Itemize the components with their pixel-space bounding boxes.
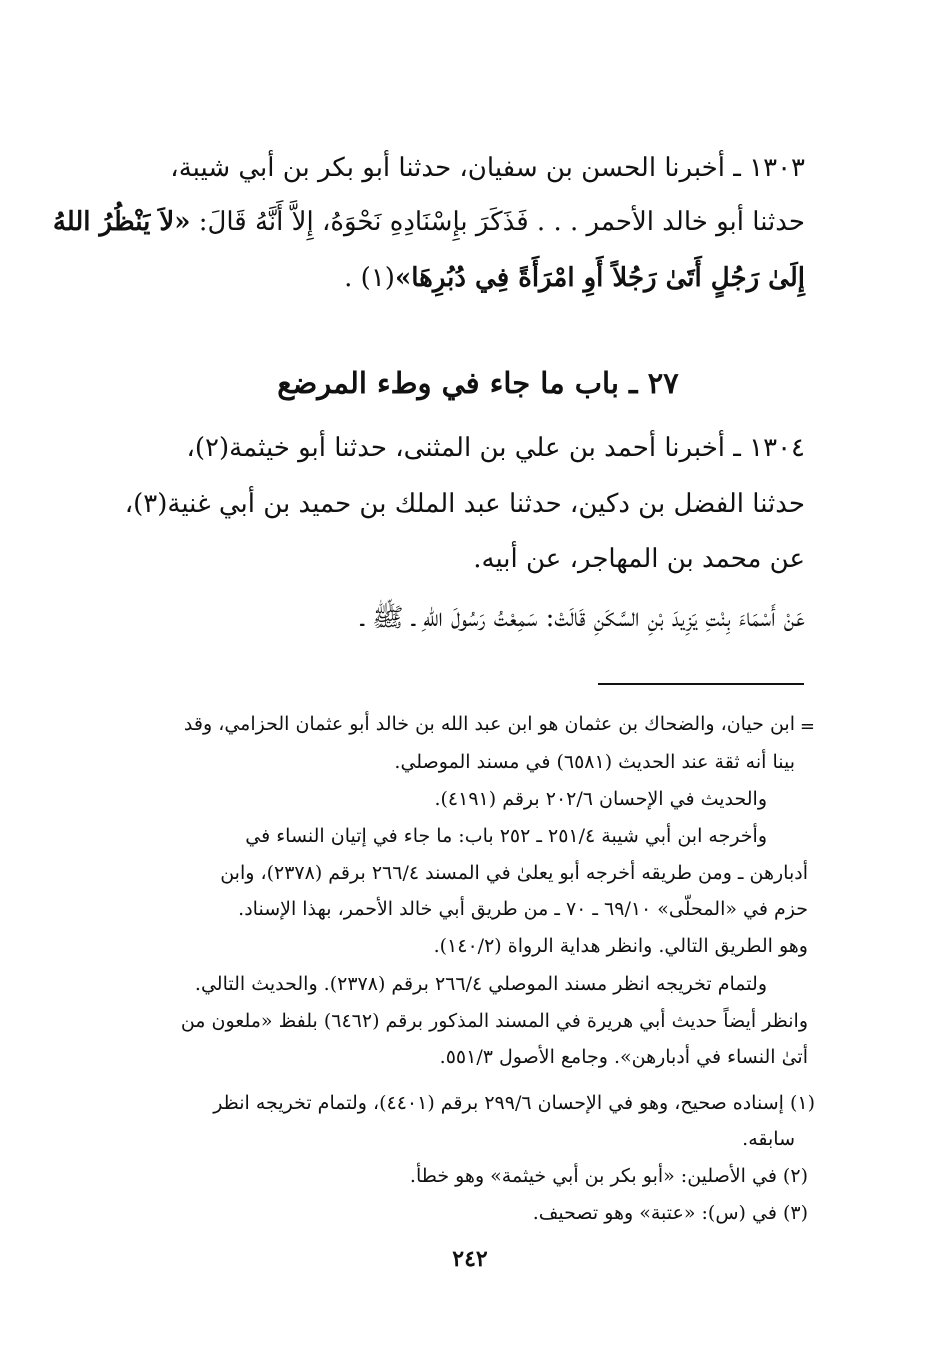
footnote-line: وانظر أيضاً حديث أبي هريرة في المسند المذكور برقم (٦٤٦٢) بلفظ «ملعون من (180, 1010, 808, 1032)
footnote-ref-1: (١) . (344, 263, 395, 293)
footnote-line: والحديث في الإحسان ٢٠٢/٦ برقم (٤١٩١). (434, 788, 767, 810)
page-number: ٢٤٢ (452, 1246, 488, 1272)
footnote-1-continued: سابقه. (742, 1128, 795, 1150)
hadith-1303-quote-end: إِلَىٰ رَجُلٍ أَتَىٰ رَجُلاً أَوِ امْرَأَةً فِي دُبُرِهَا» (394, 263, 805, 293)
hadith-1303-quote-start: «لاَ يَنْظُرُ اللهُ (52, 207, 191, 237)
hadith-1303-line-2-text: حدثنا أبو خالد الأحمر . . . فَذَكَرَ بإِسْنَادِهِ نَحْوَهُ، إِلاَّ أَنَّهُ قَالَ: (190, 207, 805, 237)
footnote-line: ابن حيان، والضحاك بن عثمان هو ابن عبد الله بن خالد أبو عثمان الحزامي، وقد (183, 713, 795, 735)
hadith-1304-line-1: ١٣٠٤ ـ أخبرنا أحمد بن علي بن المثنى، حدثنا أبو خيثمة(٢)، (186, 433, 805, 463)
hadith-1303-line-1: ١٣٠٣ ـ أخبرنا الحسن بن سفيان، حدثنا أبو بكر بن أبي شيبة، (170, 153, 805, 183)
footnote-separator (598, 683, 804, 685)
footnote-line: وأخرجه ابن أبي شيبة ٢٥١/٤ ـ ٢٥٢ باب: ما جاء في إتيان النساء في (245, 825, 767, 847)
hadith-1303-line-2 (52, 206, 805, 240)
continuation-marker: = (799, 716, 815, 737)
chapter-heading: ٢٧ ـ باب ما جاء في وطء المرضع (277, 366, 679, 400)
footnote-1: (١) إسناده صحيح، وهو في الإحسان ٢٩٩/٦ برقم (٤٤٠١)، ولتمام تخريجه انظر (213, 1092, 815, 1114)
footnote-2: (٢) في الأصلين: «أبو بكر بن أبي خيثمة» وهو خطأ. (409, 1165, 808, 1187)
footnote-line: حزم في «المحلّى» ٦٩/١٠ ـ ٧٠ ـ من طريق أبي خالد الأحمر، بهذا الإسناد. (238, 898, 808, 920)
footnote-3: (٣) في (س): «عتبة» وهو تصحيف. (532, 1202, 808, 1224)
footnote-line: أدبارهن ـ ومن طريقه أخرجه أبو يعلىٰ في المسند ٢٦٦/٤ برقم (٢٣٧٨)، وابن (220, 862, 808, 884)
hadith-1303-line-3 (125, 262, 805, 296)
footnote-line: أتىٰ النساء في أدبارهن». وجامع الأصول ٥٥١/٣. (439, 1046, 808, 1068)
hadith-1304-line-4: عَنْ أَسْمَاءَ بِنْتِ يَزِيدَ بْنِ السَّكَنِ قَالَتْ: سَمِعْتُ رَسُولَ اللهِ ـ ﷺ ـ (360, 603, 805, 633)
footnote-line: وهو الطريق التالي. وانظر هداية الرواة (١٤٠/٢). (433, 935, 808, 957)
hadith-1304-line-3: عن محمد بن المهاجر، عن أبيه. (473, 544, 805, 574)
hadith-1304-line-2: حدثنا الفضل بن دكين، حدثنا عبد الملك بن حميد بن أبي غنية(٣)، (124, 489, 805, 519)
footnote-line: ولتمام تخريجه انظر مسند الموصلي ٢٦٦/٤ برقم (٢٣٧٨). والحديث التالي. (194, 973, 767, 995)
footnote-line: بينا أنه ثقة عند الحديث (٦٥٨١) في مسند الموصلي. (394, 751, 795, 773)
